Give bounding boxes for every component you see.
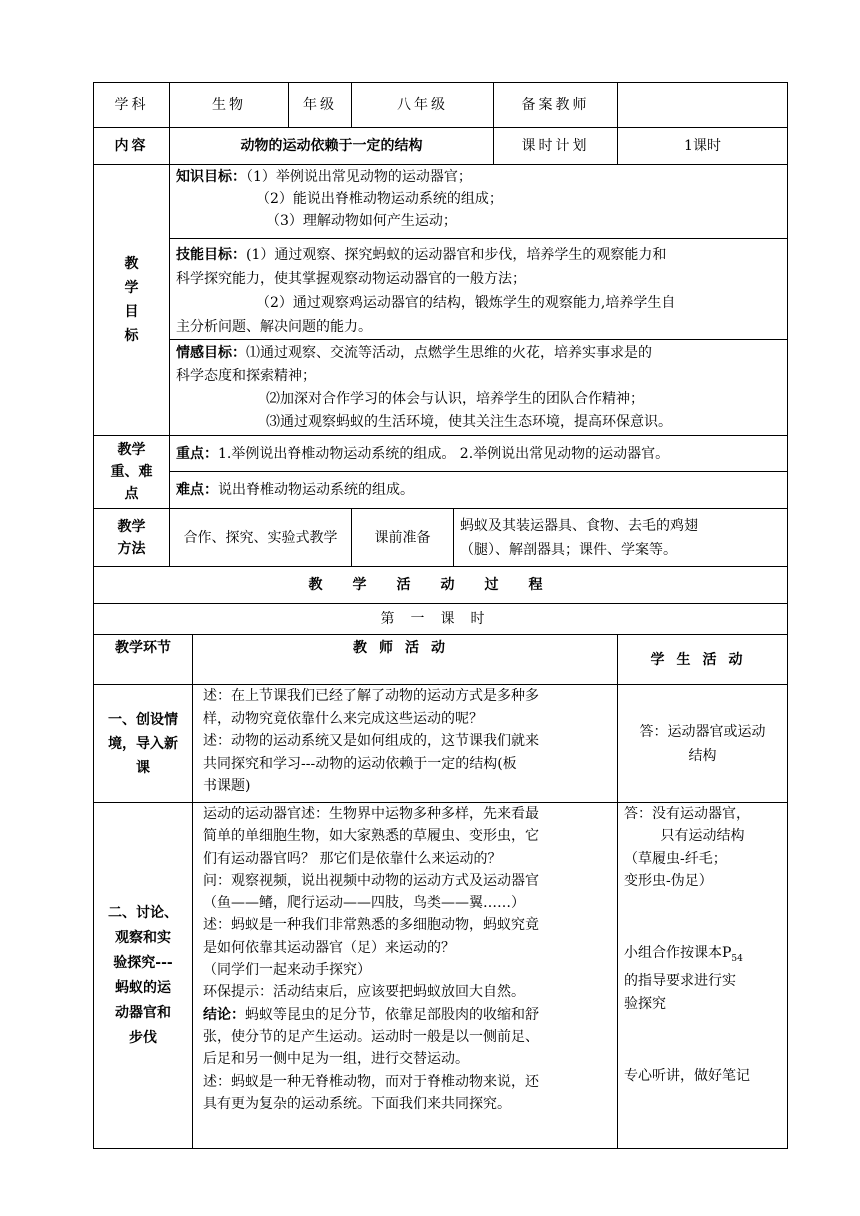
step2-student — [618, 803, 788, 1149]
emotion-title: 情感目标： — [176, 345, 246, 361]
step2-teacher-line-3: 们有运动器官吗？ 那它们是依靠什么来运动的？ — [203, 850, 502, 867]
difficulty-row — [94, 472, 788, 509]
step2-student-line-8: 专心听讲，做好笔记 — [624, 1067, 750, 1084]
activity-header-row — [94, 635, 788, 685]
step2-teacher-line-10: 蚂蚁等昆虫的足分节，依靠足部股肉的收缩和舒 — [245, 1006, 539, 1023]
emotion-line-1: ⑴通过观察、交流等活动，点燃学生思维的火花，培养实事求是的 — [246, 345, 652, 361]
col-student-header: 学生活动 — [618, 635, 788, 685]
step2-student-line-2: 只有运动结构 — [660, 828, 745, 845]
step1-name-line-1: 一、创设情 — [108, 711, 178, 728]
session-row — [94, 604, 788, 635]
step1-teacher-line-3: 述：动物的运动系统又是如何组成的，这节课我们就来 — [203, 733, 539, 749]
method-row — [94, 509, 788, 567]
step1-student-line-1: 答：运动器官或运动 — [639, 723, 766, 740]
method-value: 合作、探究、实验式教学 — [170, 509, 352, 567]
focus-text: 1.举例说出脊椎动物运动系统的组成。 2.举例说出常见动物的运动器官。 — [218, 445, 670, 462]
goals-knowledge-row — [94, 165, 788, 239]
skill-line-4: 主分析问题、解决问题的能力。 — [176, 319, 372, 335]
focus-row — [94, 436, 788, 472]
subject-label: 学科 — [94, 83, 170, 128]
conclusion-title: 结论： — [203, 1006, 245, 1023]
difficulty-text: 说出脊椎动物运动系统的组成。 — [218, 482, 414, 498]
prep-line-2: （腿）、解剖器具；课件、学案等。 — [460, 541, 677, 558]
emotion-line-2: 科学态度和探索精神； — [176, 368, 316, 384]
key-label — [94, 436, 170, 509]
col-teacher-header: 教师活动 — [193, 635, 618, 685]
process-title: 教学活动过程 — [94, 567, 788, 604]
emotion-line-3: ⑵加深对合作学习的体会与认识，培养学生的团队合作精神； — [266, 391, 644, 407]
skill-title: 技能目标： — [176, 247, 246, 263]
step2-teacher-line-6: 述：蚂蚁是一种我们非常熟悉的多细胞动物，蚂蚁究竟 — [203, 917, 539, 934]
goals-skill-cell — [170, 239, 788, 340]
session-title: 第一课时 — [94, 604, 788, 635]
focus-title: 重点： — [176, 445, 218, 462]
step2-teacher-line-7: 是如何依靠其运动器官（足）来运动的？ — [203, 939, 455, 956]
page-subscript: 54 — [731, 953, 743, 964]
step2-teacher-line-5: （鱼——鳍，爬行运动——四肢，鸟类——翼……） — [203, 895, 525, 912]
goals-label: 教 学 目 标 — [94, 165, 170, 436]
step1-teacher-line-2: 样，动物究竟依靠什么来完成这些运动的呢？ — [203, 710, 483, 727]
goals-skill-row — [94, 239, 788, 340]
step2-student-line-6: 的指导要求进行实 — [624, 973, 736, 990]
step2-teacher-line-4: 问：观察视频，说出视频中动物的运动方式及运动器官 — [203, 872, 539, 889]
step2-teacher-line-1: 运动的运动器官述：生物界中运物多种多样，先来看最 — [203, 806, 539, 822]
header-row-2 — [94, 128, 788, 165]
difficulty-cell — [170, 472, 788, 509]
goals-knowledge-cell — [170, 165, 788, 239]
step2-row — [94, 803, 788, 1149]
step1-student — [618, 685, 788, 803]
process-title-row — [94, 567, 788, 604]
step1-name — [94, 685, 193, 803]
grade-value: 八年级 — [352, 83, 494, 128]
knowledge-line-1: （1）举例说出常见动物的运动器官； — [246, 169, 472, 185]
knowledge-title: 知识目标： — [176, 169, 246, 185]
goals-emotion-cell — [170, 340, 788, 436]
step1-name-line-3: 课 — [136, 759, 150, 776]
step2-student-line-1: 答：没有运动器官， — [624, 806, 750, 822]
teacher-value — [618, 83, 788, 128]
skill-line-1: (1）通过观察、探究蚂蚁的运动器官和步伐，培养学生的观察能力和 — [246, 247, 667, 263]
focus-cell — [170, 436, 788, 472]
skill-line-2: 科学探究能力，使其掌握观察动物运动器官的一般方法； — [176, 271, 526, 287]
step1-teacher-line-1: 述：在上节课我们已经了解了动物的运动方式是多种多 — [203, 688, 539, 704]
step2-name-line-3: 验探究--- — [113, 954, 173, 971]
step2-name-line-1: 二、讨论、 — [108, 904, 178, 921]
step2-teacher-line-8: （同学们一起来动手探究） — [203, 962, 371, 979]
step2-teacher — [193, 803, 618, 1149]
step1-name-line-2: 境，导入新 — [108, 735, 178, 752]
step2-name-line-5: 动器官和 — [115, 1004, 171, 1021]
step2-student-line-4: 变形虫-伪足） — [624, 872, 713, 889]
step1-row — [94, 685, 788, 803]
step2-teacher-line-12: 后足和另一侧中足为一组，进行交替运动。 — [203, 1051, 469, 1068]
col-step-header: 教学环节 — [94, 635, 193, 685]
step2-name-line-2: 观察和实 — [115, 929, 171, 946]
step2-teacher-line-13: 述：蚂蚁是一种无脊椎动物，而对于脊椎动物来说，还 — [203, 1073, 539, 1090]
step1-teacher-line-5: 书课题) — [203, 778, 251, 794]
grade-label: 年级 — [289, 83, 352, 128]
step1-teacher-line-4: 共同探究和学习---动物的运动依赖于一定的结构(板 — [203, 755, 517, 772]
step2-student-line-5: 小组合作按课本P — [624, 945, 732, 962]
key-label-line-1: 教学 — [117, 442, 146, 458]
method-label-line-2: 方法 — [117, 540, 146, 557]
step2-name-line-4: 蚂蚁的运 — [115, 979, 171, 996]
step2-name-line-6: 步伐 — [129, 1029, 157, 1046]
goals-emotion-row — [94, 340, 788, 436]
content-label: 内容 — [94, 128, 170, 165]
header-row-1 — [94, 83, 788, 128]
knowledge-line-3: （3）理解动物如何产生运动； — [266, 213, 457, 229]
prep-label: 课前准备 — [352, 509, 454, 567]
step2-student-line-7: 验探究 — [624, 995, 666, 1012]
method-label-line-1: 教学 — [117, 518, 146, 535]
step2-teacher-line-11: 张，使分节的足产生运动。运动时一般是以一侧前足、 — [203, 1028, 539, 1045]
step2-name — [94, 803, 193, 1149]
step2-teacher-line-2: 简单的单细胞生物，如大家熟悉的草履虫、变形虫，它 — [203, 828, 539, 845]
skill-line-3: （2）通过观察鸡运动器官的结构，锻炼学生的观察能力,培养学生自 — [256, 295, 676, 311]
knowledge-line-2: （2）能说出脊椎动物运动系统的组成； — [256, 191, 503, 207]
prep-value — [454, 509, 788, 567]
step1-teacher — [193, 685, 618, 803]
step2-teacher-line-9: 环保提示：活动结束后，应该要把蚂蚁放回大自然。 — [203, 984, 525, 1001]
teacher-label: 备案教师 — [494, 83, 618, 128]
emotion-line-4: ⑶通过观察蚂蚁的生活环境，使其关注生态环境，提高环保意识。 — [266, 414, 672, 430]
prep-line-1: 蚂蚁及其装运器具、食物、去毛的鸡翅 — [460, 517, 698, 534]
method-label — [94, 509, 170, 567]
difficulty-title: 难点： — [176, 482, 218, 498]
key-label-line-3: 点 — [124, 486, 139, 502]
key-label-line-2: 重、难 — [110, 464, 153, 480]
subject-value: 生物 — [170, 83, 289, 128]
lesson-plan-table — [93, 82, 788, 1149]
content-value: 动物的运动依赖于一定的结构 — [170, 128, 494, 165]
plan-label: 课时计划 — [494, 128, 618, 165]
lesson-plan-sheet — [93, 82, 787, 1149]
step2-teacher-line-14: 具有更为复杂的运动系统。下面我们来共同探究。 — [203, 1095, 511, 1112]
plan-value: 1课时 — [618, 128, 788, 165]
step1-student-line-2: 结构 — [688, 747, 717, 764]
step2-student-line-3: （草履虫-纤毛； — [624, 850, 727, 867]
